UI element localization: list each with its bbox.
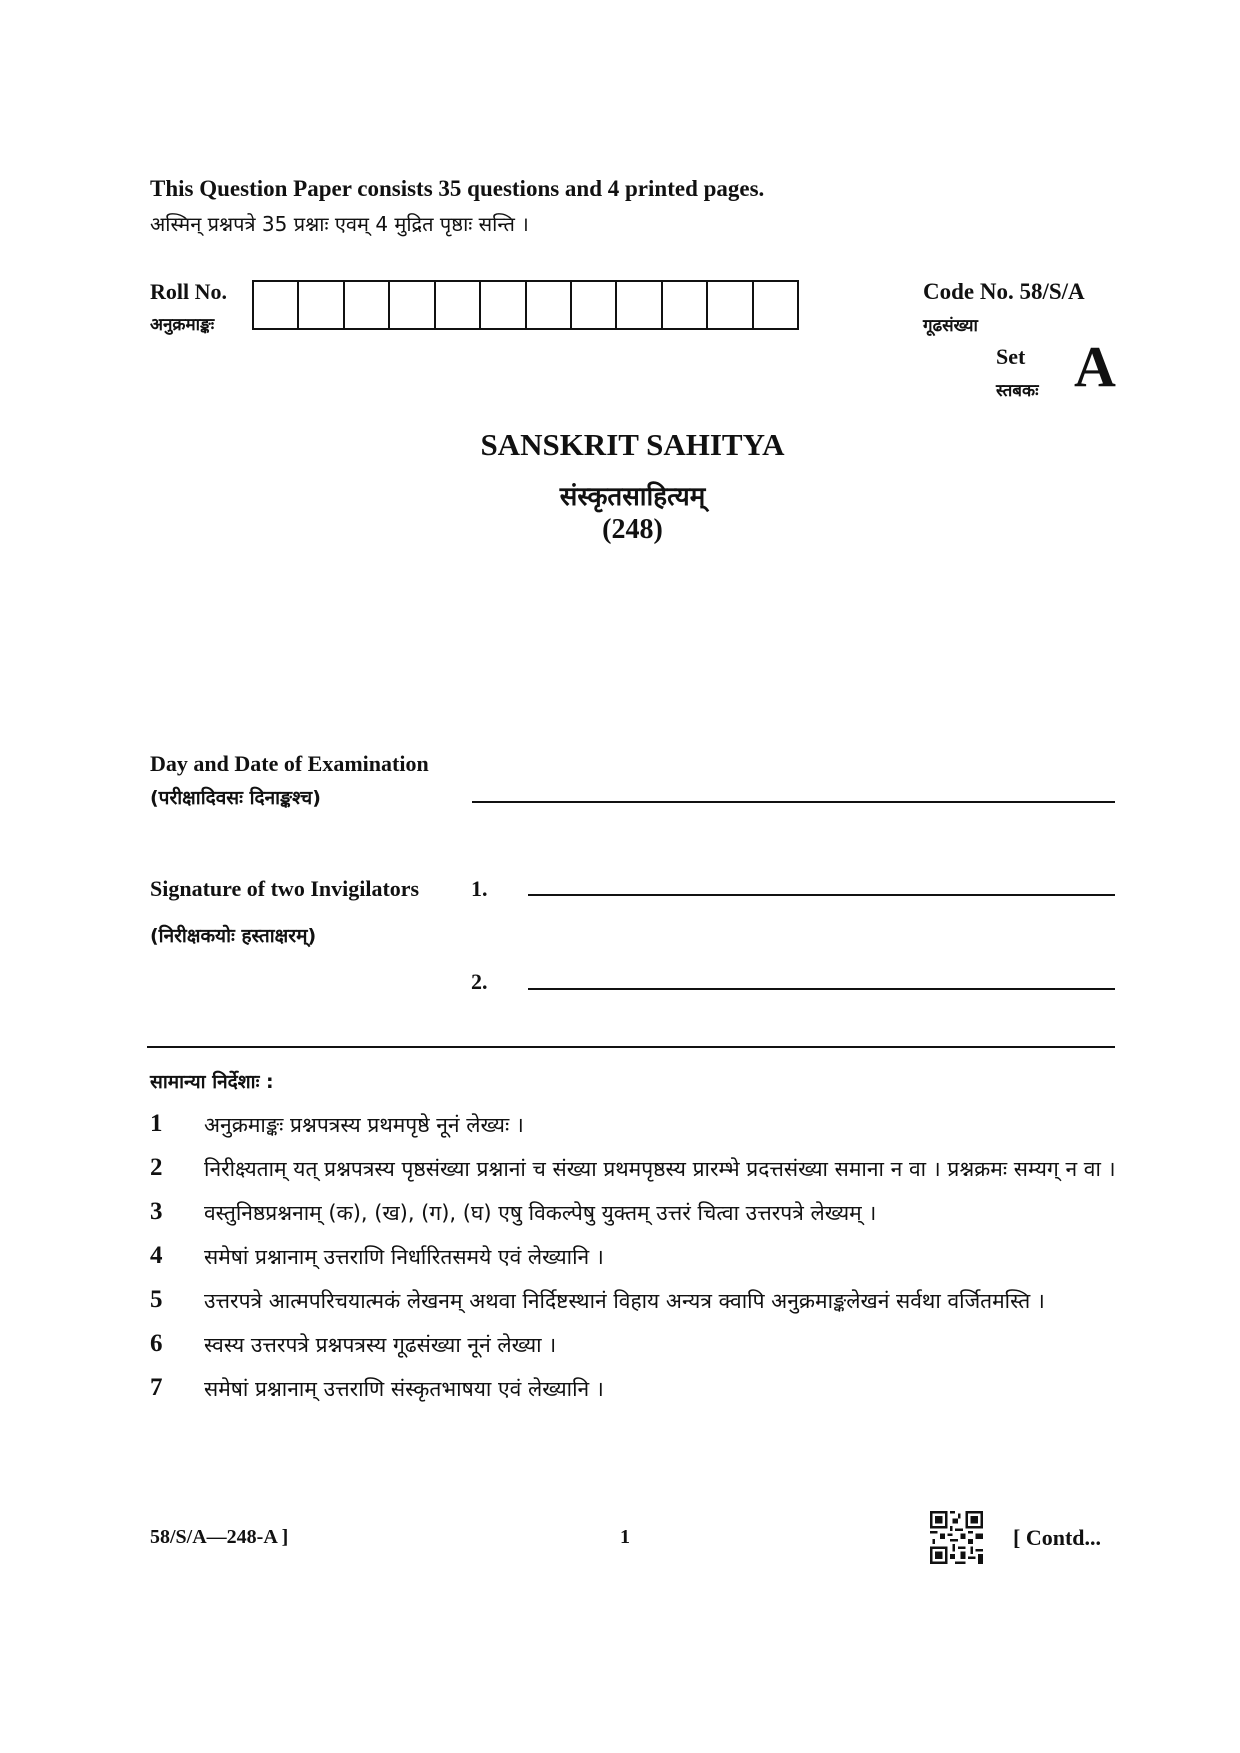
subject-title-sanskrit: संस्कृतसाहित्यम् [559, 482, 706, 512]
instruction-text: समेषां प्रश्नानाम् उत्तराणि संस्कृतभाषया एवं लेख्यानि । [204, 1377, 604, 1401]
instruction-item [150, 1328, 1118, 1362]
invigilator-signature-field-2[interactable] [528, 988, 1115, 990]
invigilator-signature-field-1[interactable] [528, 894, 1115, 896]
instruction-number: 4 [150, 1242, 163, 1269]
roll-digit-box[interactable] [572, 282, 617, 328]
subject-title: SANSKRIT SAHITYA [480, 427, 785, 462]
instructions-list [150, 1108, 1118, 1416]
instruction-item [150, 1108, 1118, 1142]
exam-day-field[interactable] [472, 801, 1115, 803]
roll-number-label-sanskrit: अनुक्रमाङ्कः [150, 315, 215, 335]
instruction-number: 7 [150, 1374, 163, 1401]
instruction-number: 1 [150, 1110, 163, 1137]
roll-digit-box[interactable] [527, 282, 572, 328]
code-number: Code No. 58/S/A [923, 279, 1085, 304]
instruction-text: स्वस्य उत्तरपत्रे प्रश्नपत्रस्य गूढसंख्या नूनं लेख्या । [204, 1333, 557, 1357]
roll-digit-box[interactable] [390, 282, 435, 328]
instruction-text: अनुक्रमाङ्कः प्रश्नपत्रस्य प्रथमपृष्ठे नूनं लेख्यः । [204, 1113, 524, 1137]
roll-digit-box[interactable] [708, 282, 753, 328]
continued-label: [ Contd... [1013, 1525, 1102, 1550]
instruction-text: समेषां प्रश्नानाम् उत्तराणि निर्धारितसमये एवं लेख्यानि । [204, 1245, 604, 1269]
roll-number-label: Roll No. [150, 279, 227, 304]
invigilators-label-sanskrit: (निरीक्षकयोः हस्ताक्षरम्) [150, 925, 317, 947]
instructions-heading: सामान्या निर्देशाः : [150, 1071, 274, 1093]
instruction-number: 5 [150, 1286, 163, 1313]
roll-digit-box[interactable] [345, 282, 390, 328]
instruction-text: वस्तुनिष्ठप्रश्ननाम् (क), (ख), (ग), (घ) एषु विकल्पेषु युक्तम् उत्तरं चित्वा उत्तरपत्रे लेख्यम् । [204, 1201, 877, 1225]
section-divider [147, 1046, 1115, 1048]
paper-info-english: This Question Paper consists 35 questions and 4 printed pages. [150, 176, 765, 201]
set-label: Set [996, 344, 1026, 369]
instruction-text: उत्तरपत्रे आत्मपरिचयात्मकं लेखनम् अथवा निर्दिष्टस्थानं विहाय अन्यत्र क्वापि अनुक्रमाङ्कलेखनं सर्वथा वर्जितमस्ति । [204, 1289, 1045, 1313]
instruction-item [150, 1152, 1118, 1186]
invigilator-number-1: 1. [471, 876, 488, 901]
footer-paper-code: 58/S/A—248-A ] [150, 1526, 289, 1548]
invigilator-number-2: 2. [471, 969, 488, 994]
code-number-label-sanskrit: गूढसंख्या [923, 316, 978, 336]
instruction-item [150, 1240, 1118, 1274]
roll-digit-box[interactable] [436, 282, 481, 328]
roll-digit-box[interactable] [254, 282, 299, 328]
instruction-number: 3 [150, 1198, 163, 1225]
instruction-number: 6 [150, 1330, 163, 1357]
roll-digit-box[interactable] [299, 282, 344, 328]
instruction-item [150, 1284, 1118, 1318]
invigilators-label: Signature of two Invigilators [150, 876, 420, 901]
set-label-sanskrit: स्तबकः [996, 381, 1039, 401]
roll-digit-box[interactable] [663, 282, 708, 328]
instruction-number: 2 [150, 1154, 163, 1181]
exam-day-label-sanskrit: (परीक्षादिवसः दिनाङ्कश्च) [150, 787, 321, 809]
roll-digit-box[interactable] [481, 282, 526, 328]
roll-digit-box[interactable] [617, 282, 662, 328]
instruction-item [150, 1196, 1118, 1230]
instruction-item [150, 1372, 1118, 1406]
exam-day-label: Day and Date of Examination [150, 751, 429, 776]
page-number: 1 [620, 1526, 630, 1548]
paper-info-sanskrit: अस्मिन् प्रश्नपत्रे 35 प्रश्नाः एवम् 4 मुद्रित पृष्ठाः सन्ति । [150, 212, 529, 236]
instruction-text: निरीक्ष्यताम् यत् प्रश्नपत्रस्य पृष्ठसंख्या प्रश्नानां च संख्या प्रथमपृष्ठस्य प्रारम्भे प्रदत्तसंख्या समाना न वा । प्रश्नक्रमः सम्यग् न वा । [204, 1157, 1116, 1181]
qr-code-icon [930, 1511, 983, 1564]
subject-code: (248) [602, 514, 663, 545]
roll-digit-box[interactable] [754, 282, 797, 328]
roll-number-boxes[interactable] [252, 280, 799, 330]
set-letter: A [1074, 334, 1116, 399]
